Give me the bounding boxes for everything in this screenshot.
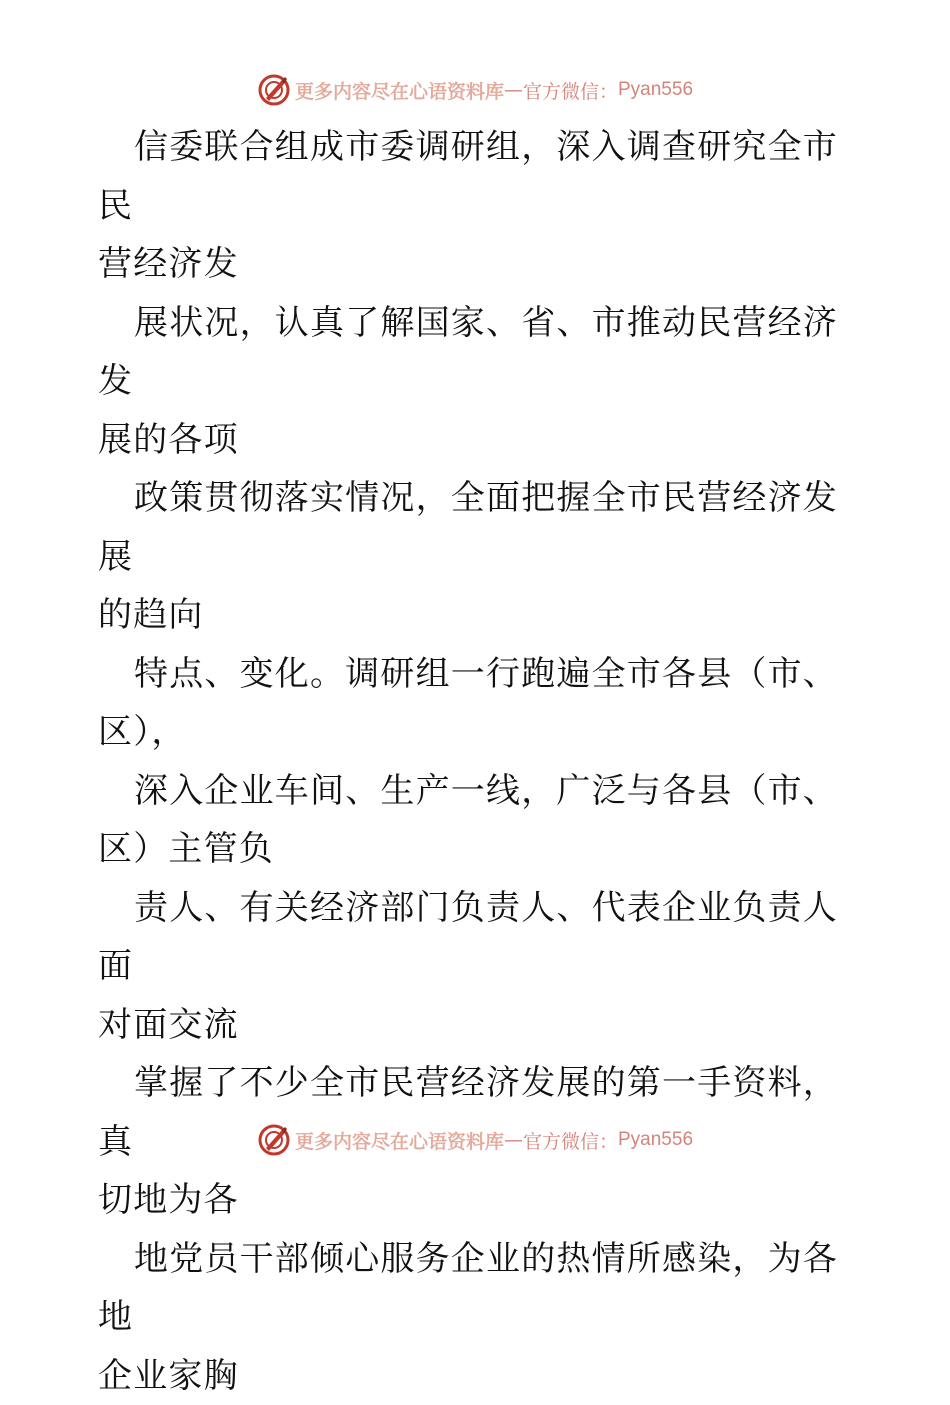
paragraph-line: 掌握了不少全市民营经济发展的第一手资料，真	[98, 1054, 868, 1171]
header-banner	[0, 70, 950, 110]
document-body	[98, 118, 868, 1405]
paragraph-line: 展的各项	[98, 411, 868, 470]
paragraph	[98, 469, 868, 645]
paragraph	[98, 294, 868, 470]
paragraph	[98, 879, 868, 1055]
paragraph-line: 区），	[98, 703, 868, 762]
paragraph-line: 深入企业车间、生产一线，广泛与各县（市、	[98, 762, 868, 821]
banner-dash: —	[504, 79, 523, 101]
paragraph-line: 切地为各	[98, 1171, 868, 1230]
paragraph-line: 展状况，认真了解国家、省、市推动民营经济发	[98, 294, 868, 411]
banner-wechat-id: Pyan556	[618, 1129, 693, 1151]
banner-title: 更多内容尽在心语资料库	[295, 77, 504, 104]
paragraph	[98, 118, 868, 294]
banner-title: 更多内容尽在心语资料库	[295, 1127, 504, 1154]
paragraph	[98, 1230, 868, 1405]
paragraph-line: 地党员干部倾心服务企业的热情所感染，为各地	[98, 1230, 868, 1347]
paragraph	[98, 762, 868, 879]
paragraph	[98, 645, 868, 762]
pen-logo-icon	[257, 1123, 291, 1157]
banner-dash: —	[504, 1129, 523, 1151]
paragraph-line: 信委联合组成市委调研组，深入调查研究全市民	[98, 118, 868, 235]
banner-official-label: 官方微信：	[523, 77, 618, 104]
paragraph-line: 营经济发	[98, 235, 868, 294]
paragraph-line: 区）主管负	[98, 820, 868, 879]
paragraph-line: 对面交流	[98, 996, 868, 1055]
banner-official-label: 官方微信：	[523, 1127, 618, 1154]
footer-banner	[0, 1120, 950, 1160]
paragraph-line: 的趋向	[98, 586, 868, 645]
paragraph-line: 特点、变化。调研组一行跑遍全市各县（市、	[98, 645, 868, 704]
pen-logo-icon	[257, 73, 291, 107]
paragraph-line: 政策贯彻落实情况，全面把握全市民营经济发展	[98, 469, 868, 586]
paragraph-line: 企业家胸	[98, 1347, 868, 1405]
banner-wechat-id: Pyan556	[618, 79, 693, 101]
paragraph-line: 责人、有关经济部门负责人、代表企业负责人面	[98, 879, 868, 996]
